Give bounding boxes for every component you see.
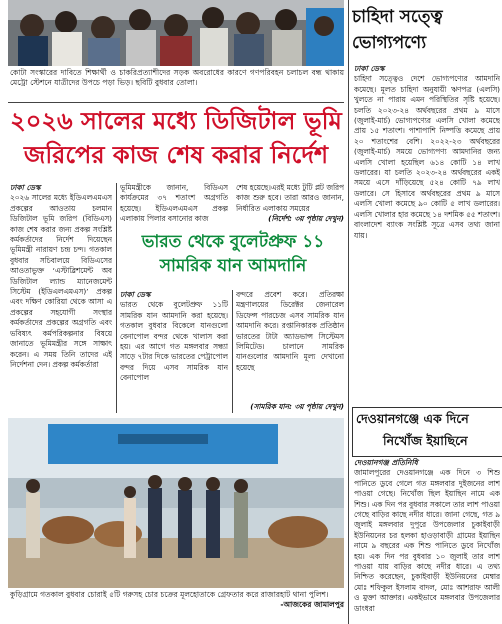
dewan-body-text: জামালপুরের দেওয়ানগঞ্জে এক দিনে ৩ শিশু পানিতে ডুবে গেলে গত মঙ্গলবার দুইজনের লাশ পাওয়া গেছে। নিখোঁজ ছিল ইয়াছিন নামে এক শিশু। এক দিন পর বুধবার সকালে তার লাশ পাওয়া গেছে বাড়ির কাছে নদীর ধারে। জানা গেছে, গত ৯ জুলাই মঙ্গলবার দুপুরে উপজেলার চুকাইবাড়ী ইউনিয়নের চর হলকা হাওড়াবাড়ী গ্রামের ইয়াছিন নামে ৯ বছরের এক শিশু পানিতে ডুবে নিখোঁজ হয়। এক দিন পর বুধবার ১০ জুলাই তার লাশ পাওয়া যায় বাড়ির কাছে নদীর ধারে। এ তথ্য নিশ্চিত করেছেন, চুকাইবাড়ী ইউনিয়নের মেম্বার মোঃ শফিকুল ইসলাম বাদল, মোঃ আশরাফ আলী ও মুক্তা আক্তার। একইভাবে মঙ্গলবার উপজেলার ডাংধরা xyxy=(354,468,500,613)
dewan-headline-line2: নিখোঁজ ইয়াছিনে xyxy=(383,433,468,448)
bullet-col1 xyxy=(120,290,228,415)
cattle-police-photo xyxy=(8,418,344,588)
main-story-col2 xyxy=(120,183,228,225)
right-headline-line2: ভোগ্যপণ্যে xyxy=(352,33,427,53)
main-story-col1 xyxy=(10,183,112,418)
bullet-col2 xyxy=(236,290,344,390)
main-col2-text: ভূমিমন্ত্রীকে জানান, বিডিএস কার্যক্রমের ৩৭ শতাংশ অগ্রগতি হয়েছে। ইডিএলএমএস প্রকল্প এলাকায় পিলার বসানোর কাজ xyxy=(120,183,228,224)
main-headline: ২০২৬ সালের মধ্যে ডিজিটাল ভূমি জরিপের কাজ শেষ করার নির্দেশ xyxy=(10,107,342,169)
right-headline-line1: চাহিদা সত্ত্বে xyxy=(352,7,443,27)
dewanganj-body xyxy=(354,458,500,624)
dewanganj-headline-box xyxy=(352,407,502,457)
dewan-headline-line1: দেওয়ানগঞ্জে এক দিনে xyxy=(356,411,469,426)
right-story-body xyxy=(354,64,500,402)
main-byline: ঢাকা ডেস্ক xyxy=(10,183,41,192)
dewan-byline: দেওয়ানগঞ্জ প্রতিনিধি xyxy=(354,458,418,467)
top-photo-caption: কোটা সংস্কারের দাবিতে শিক্ষার্থী ও চাকরিপ্রত্যাশীদের সড়ক অবরোধের কারণে গণপরিবহন চলাচল বন্ধ থাকায় মেট্রো স্টেশনে যাত্রীদের উপচে পড়া ভিড়। ছবিটি বুধবার তোলা। xyxy=(10,68,344,87)
cattle-credit: -আজকের জামালপুর xyxy=(280,600,344,609)
right-byline: ঢাকা ডেস্ক xyxy=(354,64,385,73)
bullet-col2-text: বন্দরে প্রবেশ করে। প্রতিরক্ষা মন্ত্রণালয়ের ডিরেক্টর জেনারেল ডিফেন্স পারচেজ এসব সামরিক যান আমদানি করে। রপ্তানিকারক প্রতিষ্ঠান ভারতের টাটা অ্যাডভান্স সিস্টেমস লিমিটেড। চালানে সামরিক যানগুলোর আমদানি মূল্য দেখানো হয়েছে xyxy=(236,290,344,372)
divider xyxy=(8,102,344,103)
bullet-col1-text: ভারত থেকে বুলেটপ্রুফ ১১টি সামরিক যান আমদানি করা হয়েছে। গতকাল বুধবার বিকেলে যানগুলো বেনাপোল বন্দর থেকে খালাস করা হয়। এর আগে গত মঙ্গলবার সন্ধ্যা সাড়ে ৭টার দিকে ভারতের পেট্রাপোল বন্দর দিয়ে এসব সামরিক যান বেনাপোল xyxy=(120,300,228,383)
students-metro-photo xyxy=(8,0,344,66)
main-col1-text: ২০২৬ সালের মধ্যে ইডিএলএমএস প্রকল্পের আওতায় চলমান ডিজিটাল ভূমি জরিপ (বিডিএস) কাজ শেষ করার জন্য প্রকল্প সংশ্লিষ্ট কর্মকর্তাদের নির্দেশ দিয়েছেন ভূমিমন্ত্রী নারায়ণ চন্দ্র চন্দ। গতকাল বুধবার সচিবালয়ে বিডিএসের আওতাভুক্ত ‘এস্টাব্লিশমেন্ট অব ডিজিটাল ল্যান্ড ম্যানেজমেন্ট সিস্টেম (ইডিএলএমএস)’ প্রকল্প এবং দক্ষিণ কোরিয়া থেকে আসা এ প্রকল্পের সহযোগী সংস্থার কর্মকর্তাদের প্রকল্পের অগ্রগতি এবং ভবিষ্যৎ কর্মপরিকল্পনার বিষয়ে জানাতে ভূমিমন্ত্রীর সঙ্গে সাক্ষাৎ করেন। এ সময় তিনি তাদের এই নির্দেশনা দেন। প্রকল্প কর্মকর্তারা xyxy=(10,193,112,369)
main-col3-text: শেষ হয়েছে।এরই মধ্যে টুটি প্লট জরিপ কাজ শুরু হবে। তারা আরও জানান, নির্ধারিত এলাকায় সময়ের xyxy=(236,183,344,213)
column-rule xyxy=(116,183,117,413)
right-body-text: চাহিদা সত্ত্বেও দেশে ভোগ্যপণ্যের আমদানি কমেছে। মূলত চাহিদা অনুযায়ী ঋণপত্র (এলসি) খুলতে না পারায় এমন পরিস্থিতির সৃষ্টি হয়েছে। চলতি ২০২৩-২৪ অর্থবছরের প্রথম ৯ মাসে (জুলাই-মার্চ) ভোগ্যপণ্যের এলসি খোলা কমেছে প্রায় ১৫ শতাংশ। পাশাপাশি নিষ্পত্তি কমেছে প্রায় ২০ শতাংশের বেশি। ২০২২-২৩ অর্থবছরের (জুলাই-মার্চ) সময়ে ভোগ্যপণ্য আমদানির জন্য এলসি খোলা হয়েছিল ৬১৪ কোটি ১৪ লাখ ডলারের। যা চলতি ২০২৩-২৪ অর্থবছরের একই সময়ে এসে দাঁড়িয়েছে ৫২৪ কোটি ৭৯ লাখ ডলারে। সে হিসাবে অর্থবছরের প্রথম ৯ মাসে এলসি খোলা কমেছে ৯০ কোটি ৫ লাখ ডলারের। এলসি খোলার হার কমেছে ১৪ দশমিক ৫৫ শতাংশ। বাংলাদেশ ব্যাংক সংশ্লিষ্ট সূত্রে এসব তথ্য জানা যায়। xyxy=(354,74,500,240)
bullet-byline: ঢাকা ডেস্ক xyxy=(120,290,151,299)
crowd-photo-image xyxy=(8,0,344,66)
cattle-caption-text: কুড়িগ্রামে গতকাল বুধবার চোরাই ৫টি গরুসহ চোর চক্রের মূলহোতাকে গ্রেফতার করে রাজারহাট থানা পুলিশ। xyxy=(10,590,329,599)
bullet-continue: (সামরিক যান: ৩য় পৃষ্ঠায় দেখুন) xyxy=(250,402,344,411)
right-story-headline xyxy=(352,4,502,60)
cattle-caption xyxy=(10,590,344,620)
bulletproof-headline: ভারত থেকে বুলেটপ্রুফ ১১ সামরিক যান আমদানি xyxy=(141,232,325,276)
cattle-photo-image xyxy=(8,418,344,588)
main-continue: (নির্দেশ: ৩য় পৃষ্ঠায় দেখুন) xyxy=(268,214,344,223)
column-rule xyxy=(232,290,233,413)
column-rule xyxy=(348,0,349,624)
